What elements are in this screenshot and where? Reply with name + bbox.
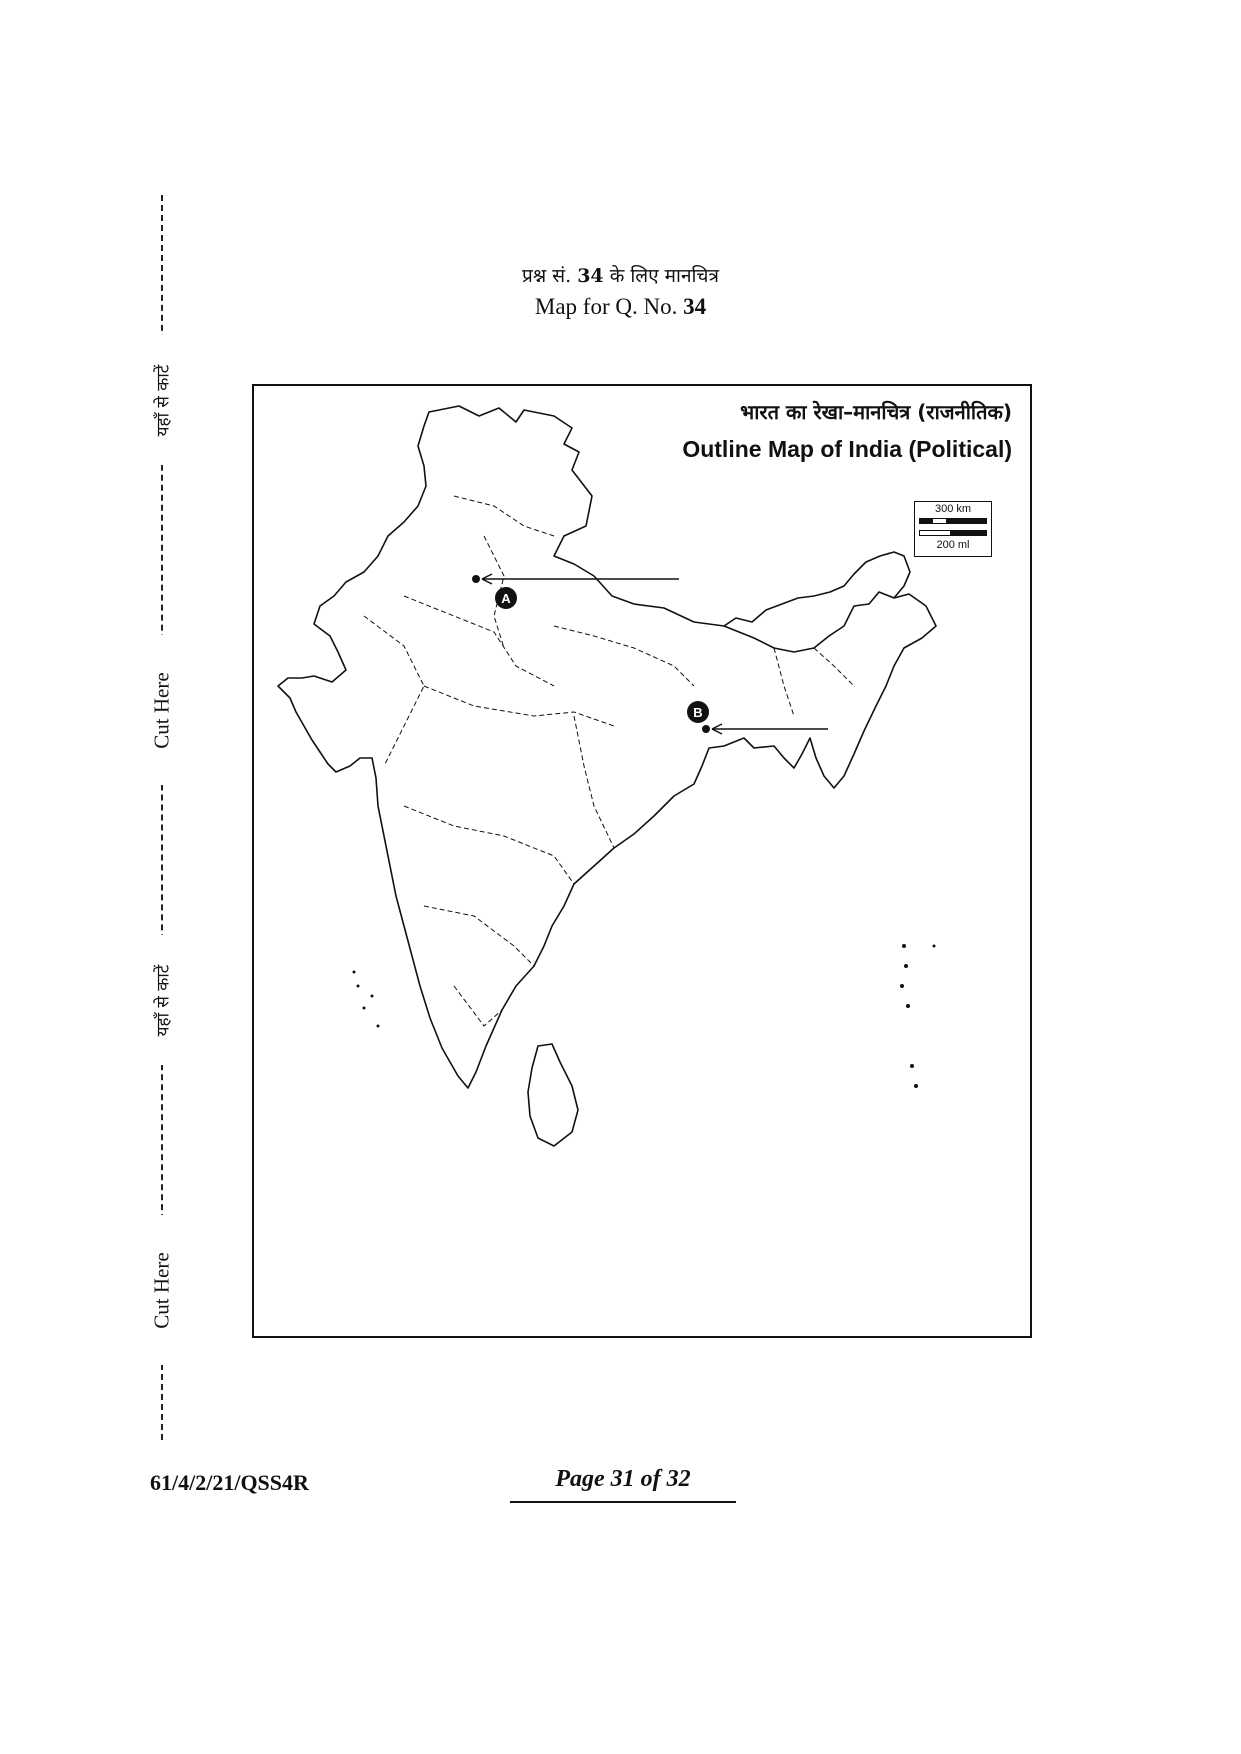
india-outline — [278, 406, 936, 1146]
cut-here-label-bottom: Cut Here — [146, 1215, 178, 1365]
scale-km-bar — [919, 518, 987, 524]
cut-here-hindi-label-upper: यहाँ से काटें — [146, 335, 178, 465]
state-boundaries — [364, 496, 854, 1026]
marker-a-label: A — [501, 591, 511, 606]
cut-here-label-top: Cut Here — [146, 635, 178, 785]
cut-here-hindi-label-lower: यहाँ से काटें — [146, 935, 178, 1065]
paper-code: 61/4/2/21/QSS4R — [150, 1470, 309, 1495]
island-dots — [353, 944, 936, 1088]
question-title-english: Map for Q. No. 34 — [534, 294, 707, 319]
question-number-english: 34 — [683, 294, 707, 319]
marker-a — [472, 574, 679, 609]
scale-mi-label: 200 ml — [936, 539, 970, 551]
question-number: 34 — [577, 265, 604, 287]
outline-map-of-india — [252, 384, 1032, 1338]
page-number: Page 31 of 32 — [510, 1466, 736, 1503]
scale-km-label: 300 km — [934, 503, 972, 515]
map-scale — [914, 501, 992, 557]
map-heading-hindi: भारत का रेखा–मानचित्र (राजनीतिक) — [740, 400, 1012, 424]
map-heading-english: Outline Map of India (Political) — [682, 436, 1012, 462]
marker-b — [687, 701, 828, 734]
marker-b-label: B — [693, 705, 703, 720]
cut-here-strip — [146, 195, 178, 1440]
question-title-hindi: प्रश्न सं. 34 के लिए मानचित्र — [521, 265, 719, 287]
scale-mi-bar — [919, 530, 987, 536]
